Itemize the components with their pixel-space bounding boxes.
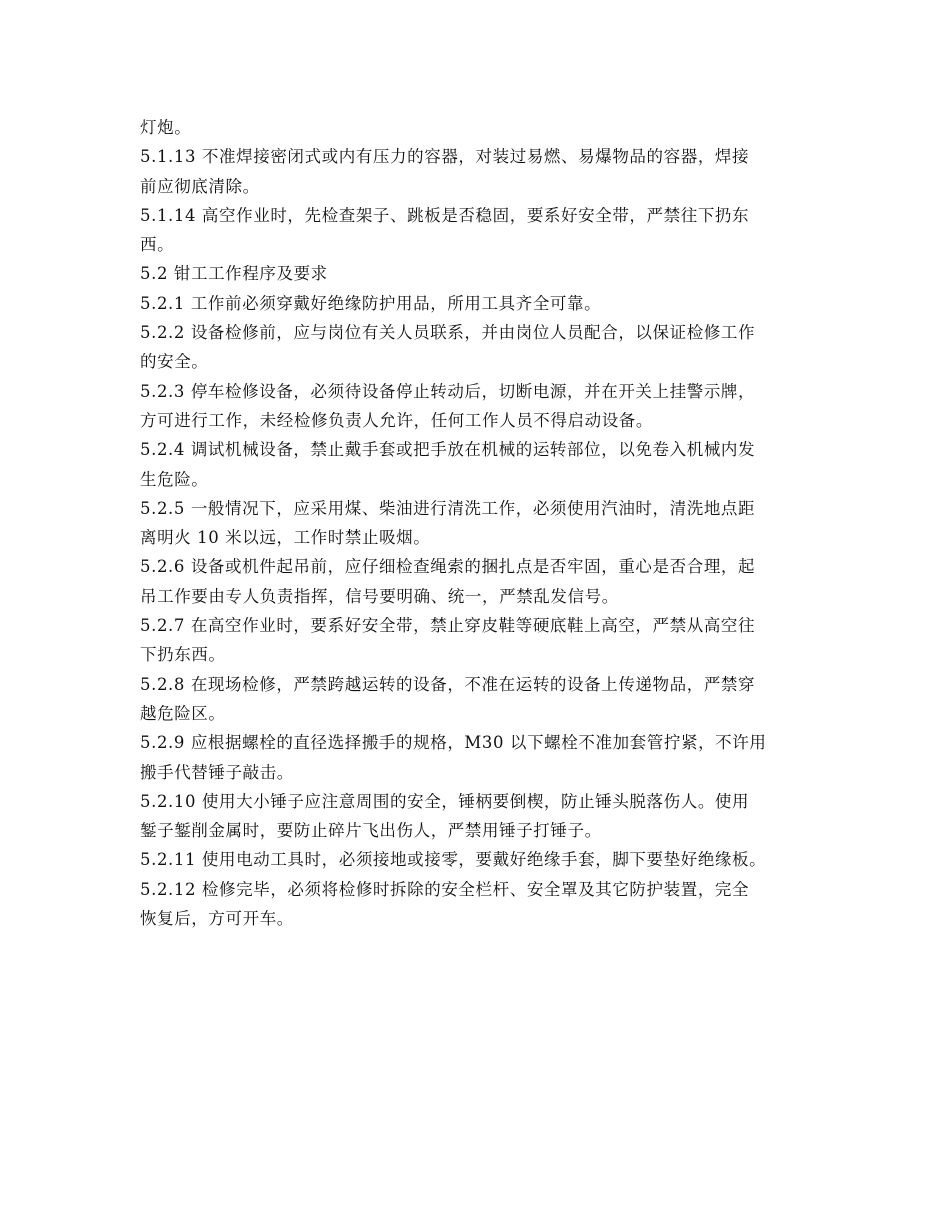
- text-line: 下扔东西。: [140, 645, 226, 665]
- text-line: 5.2.10 使用大小锤子应注意周围的安全，锤柄要倒楔，防止锤头脱落伤人。使用: [140, 791, 750, 811]
- text-line: 离明火 10 米以远，工作时禁止吸烟。: [140, 528, 431, 548]
- section-heading: 5.2 钳工工作程序及要求: [140, 264, 328, 284]
- text-line: 5.2.11 使用电动工具时，必须接地或接零，要戴好绝缘手套，脚下要垫好绝缘板。: [140, 850, 767, 870]
- text-line: 前应彻底清除。: [140, 176, 260, 196]
- text-line: 5.2.2 设备检修前，应与岗位有关人员联系，并由岗位人员配合，以保证检修工作: [140, 323, 756, 343]
- text-line: 搬手代替锤子敲击。: [140, 762, 294, 782]
- text-line: 生危险。: [140, 469, 209, 489]
- text-line: 錾子錾削金属时，要防止碎片飞出伤人，严禁用锤子打锤子。: [140, 821, 602, 841]
- text-line: 5.2.6 设备或机件起吊前，应仔细检查绳索的捆扎点是否牢固，重心是否合理，起: [140, 557, 756, 577]
- text-line: 西。: [140, 235, 175, 255]
- text-line: 灯炮。: [140, 118, 192, 137]
- text-line: 恢复后，方可开车。: [140, 909, 294, 929]
- text-line: 方可进行工作，未经检修负责人允许，任何工作人员不得启动设备。: [140, 410, 653, 430]
- text-line: 5.2.1 工作前必须穿戴好绝缘防护用品，所用工具齐全可靠。: [140, 293, 602, 313]
- text-line: 越危险区。: [140, 703, 226, 723]
- text-line: 5.2.3 停车检修设备，必须待设备停止转动后，切断电源，并在开关上挂警示牌，: [140, 381, 756, 401]
- text-line: 5.2.8 在现场检修，严禁跨越运转的设备，不准在运转的设备上传递物品，严禁穿: [140, 674, 756, 694]
- text-line: 5.1.13 不准焊接密闭式或内有压力的容器，对装过易燃、易爆物品的容器，焊接: [140, 147, 750, 167]
- text-line: 5.2.12 检修完毕，必须将检修时拆除的安全栏杆、安全罩及其它防护装置，完全: [140, 879, 750, 899]
- text-line: 的安全。: [140, 352, 209, 372]
- text-line: 5.1.14 高空作业时，先检查架子、跳板是否稳固，要系好安全带，严禁往下扔东: [140, 205, 750, 225]
- text-line: 5.2.9 应根据螺栓的直径选择搬手的规格，M30 以下螺栓不准加套管拧紧，不许用: [140, 733, 767, 753]
- text-line: 5.2.7 在高空作业时，要系好安全带，禁止穿皮鞋等硬底鞋上高空，严禁从高空往: [140, 616, 756, 636]
- text-line: 5.2.4 调试机械设备，禁止戴手套或把手放在机械的运转部位，以免卷入机械内发: [140, 440, 756, 460]
- text-line: 吊工作要由专人负责指挥，信号要明确、统一，严禁乱发信号。: [140, 586, 619, 606]
- text-line: 5.2.5 一般情况下，应采用煤、柴油进行清洗工作，必须使用汽油时，清洗地点距: [140, 498, 756, 518]
- document-body: [140, 113, 812, 933]
